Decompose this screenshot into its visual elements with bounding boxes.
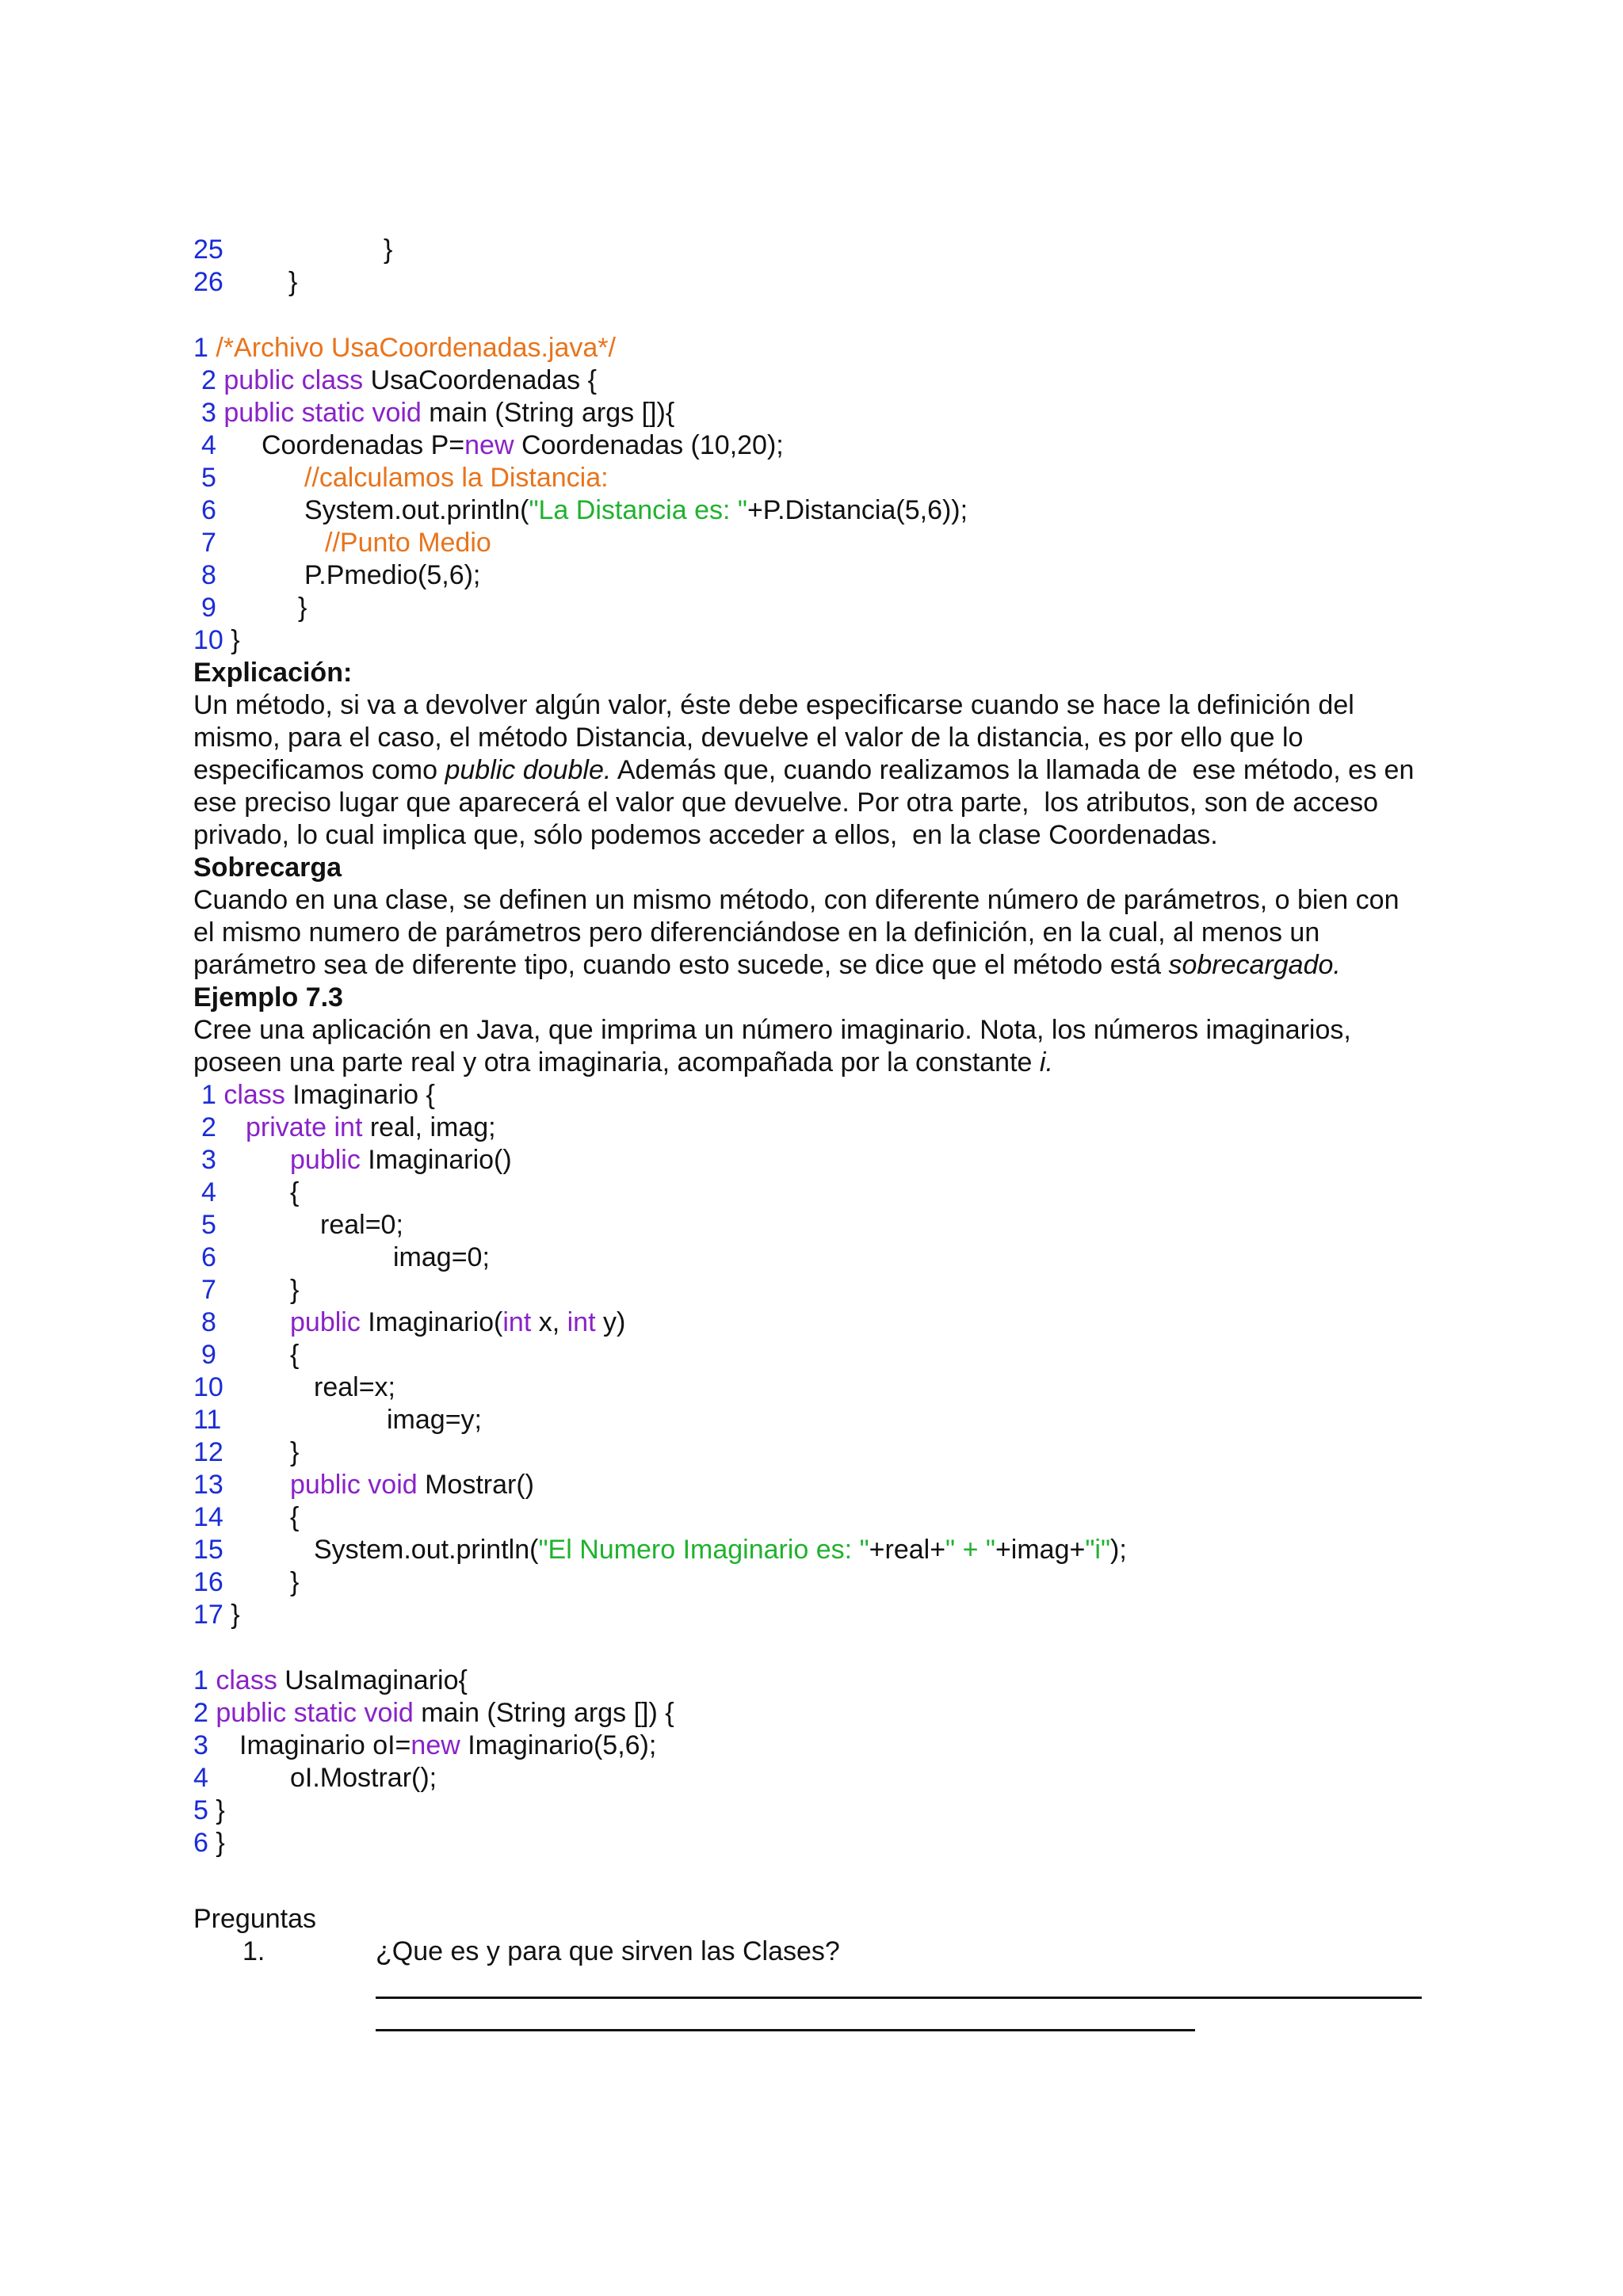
text: Además que, cuando realizamos la llamada de ese método, es en [611,755,1415,785]
code-statement [290,1306,625,1338]
code-statement [246,1112,496,1143]
line-number: 15 [193,1535,223,1565]
paragraph-line: Un método, si va a devolver algún valor, éste debe especificarse cuando se hace la definición del [193,690,1354,720]
code-keyword: public void [290,1470,418,1500]
code-text: real, imag; [362,1112,496,1142]
line-number: 1 [201,1080,216,1110]
line-number: 2 [201,1112,216,1142]
code-line [193,1730,208,1761]
code-line [193,1762,208,1794]
code-line [193,1794,225,1826]
line-number: 17 [193,1600,223,1630]
section-heading: Ejemplo 7.3 [193,982,343,1013]
line-number: 5 [201,1210,216,1240]
code-keyword: public class [223,365,364,395]
section-heading: Sobrecarga [193,852,342,883]
code-line [193,234,223,265]
line-number: 10 [193,625,223,655]
code-statement [304,494,968,526]
code-text: main (String args []) { [413,1698,674,1728]
code-line [193,1534,223,1566]
line-number: 10 [193,1372,223,1402]
code-line [193,1404,221,1436]
code-statement [290,1144,512,1176]
code-text: Imaginario() [360,1145,512,1175]
line-number: 2 [201,365,216,395]
code-text: { [290,1502,300,1532]
code-line [201,1112,216,1143]
code-keyword: private int [246,1112,363,1142]
line-number: 1 [193,333,208,363]
code-string: " + " [945,1535,995,1565]
code-text: +real+ [869,1535,946,1565]
paragraph-line: mismo, para el caso, el método Distancia, devuelve el valor de la distancia, es por ello que lo [193,723,1304,753]
code-text: Mostrar() [417,1470,534,1500]
paragraph-line: Cree una aplicación en Java, que imprima un número imaginario. Nota, los números imaginarios, [193,1015,1351,1045]
code-text: } [216,1795,225,1825]
paragraph-line [193,949,1341,981]
paragraph-line: el mismo numero de parámetros pero diferenciándose en la definición, en la cual, al menos un [193,917,1320,948]
paragraph-line [193,754,1414,786]
line-number: 7 [201,1275,216,1305]
code-text: { [290,1177,300,1207]
line-number: 14 [193,1502,223,1532]
code-text: Coordenadas P= [262,430,465,460]
code-text: Imaginario(5,6); [460,1730,657,1760]
text: parámetro sea de diferente tipo, cuando esto sucede, se dice que el método está [193,950,1169,980]
line-number: 4 [201,430,216,460]
code-text: } [288,267,298,297]
code-text: System.out.println( [304,495,529,525]
code-text: +imag+ [995,1535,1086,1565]
code-comment: //calculamos la Distancia: [304,463,609,493]
code-line [193,266,223,298]
code-text: } [216,1828,225,1858]
code-text: UsaImaginario{ [277,1665,468,1695]
code-text: } [231,625,240,655]
paragraph-line [193,1047,1053,1078]
line-number: 6 [201,495,216,525]
code-line [201,397,674,429]
paragraph-line: Cuando en una clase, se definen un mismo método, con diferente número de parámetros, o bien con [193,885,1400,915]
code-text: } [290,1275,300,1305]
code-keyword: public static void [223,398,422,428]
line-number: 6 [201,1242,216,1272]
code-keyword: public static void [216,1698,414,1728]
text: poseen una parte real y otra imaginaria, acompañada por la constante [193,1047,1040,1077]
code-statement [314,1534,1127,1566]
code-text: UsaCoordenadas { [363,365,597,395]
line-number: 11 [193,1405,222,1435]
code-comment: /*Archivo UsaCoordenadas.java*/ [216,333,616,363]
code-keyword: public [290,1145,361,1175]
code-text: } [298,593,307,623]
code-line [201,1209,216,1241]
code-text: imag=0; [393,1242,490,1272]
code-comment: //Punto Medio [325,528,491,558]
answer-line[interactable] [376,1997,1422,1999]
code-text: } [231,1600,240,1630]
code-line [193,624,240,656]
line-number: 1 [193,1665,208,1695]
line-number: 9 [201,1340,216,1370]
code-line [201,1274,216,1306]
code-line [193,1469,223,1501]
italic-text: sobrecargado. [1168,950,1341,980]
code-line [201,462,216,494]
question-text: ¿Que es y para que sirven las Clases? [376,1936,840,1966]
code-line [201,592,216,624]
code-line [201,1144,216,1176]
code-keyword: class [223,1080,285,1110]
code-text: { [290,1340,300,1370]
code-keyword: new [464,430,514,460]
code-text: x, [531,1307,567,1337]
code-line [201,1339,216,1371]
line-number: 4 [193,1763,208,1793]
section-heading: Explicación: [193,658,353,688]
code-line [201,1177,216,1208]
code-keyword: int [502,1307,532,1337]
line-number: 9 [201,593,216,623]
code-text: Imaginario( [360,1307,503,1337]
line-number: 5 [193,1795,208,1825]
line-number: 8 [201,560,216,590]
line-number: 3 [201,398,216,428]
code-text: Imaginario { [285,1080,435,1110]
code-line [193,1371,223,1403]
line-number: 26 [193,267,223,297]
code-line [201,1306,216,1338]
code-text: } [384,235,393,265]
line-number: 3 [201,1145,216,1175]
code-text: } [290,1437,300,1467]
line-number: 6 [193,1828,208,1858]
code-line [201,1241,216,1273]
code-line [201,429,216,461]
code-keyword: int [567,1307,596,1337]
code-line [193,1599,240,1630]
code-text: P.Pmedio(5,6); [304,560,481,590]
code-text: main (String args []){ [421,398,675,428]
code-text: System.out.println( [314,1535,539,1565]
line-number: 8 [201,1307,216,1337]
code-statement [262,429,784,461]
code-line [193,1436,223,1468]
code-text: oI.Mostrar(); [290,1763,437,1793]
text: especificamos como [193,755,445,785]
code-line [193,332,616,364]
section-heading: Preguntas [193,1904,316,1934]
code-string: "i" [1085,1535,1111,1565]
code-text: y) [595,1307,626,1337]
code-line [193,1697,674,1729]
line-number: 3 [193,1730,208,1760]
line-number: 7 [201,528,216,558]
code-keyword: public [290,1307,361,1337]
question-number: 1. [242,1936,265,1966]
line-number: 13 [193,1470,223,1500]
code-keyword: new [411,1730,460,1760]
code-keyword: class [216,1665,277,1695]
paragraph-line: privado, lo cual implica que, sólo podemos acceder a ellos, en la clase Coordenadas. [193,820,1218,850]
line-number: 16 [193,1567,223,1597]
code-text: ); [1110,1535,1127,1565]
line-number: 2 [193,1698,208,1728]
code-text: Imaginario oI= [239,1730,411,1760]
code-line [201,494,216,526]
code-statement [290,1469,534,1501]
code-string: "El Numero Imaginario es: " [538,1535,869,1565]
line-number: 5 [201,463,216,493]
line-number: 25 [193,235,223,265]
code-text: Coordenadas (10,20); [514,430,784,460]
code-text: real=x; [314,1372,395,1402]
code-text: imag=y; [387,1405,482,1435]
line-number: 4 [201,1177,216,1207]
code-line [201,527,216,559]
code-text: real=0; [320,1210,403,1240]
paragraph-line: ese preciso lugar que aparecerá el valor que devuelve. Por otra parte, los atributos, son de acceso [193,788,1378,818]
code-statement [239,1730,656,1761]
code-line [201,559,216,591]
italic-text: public double. [445,755,612,785]
answer-line[interactable] [376,2029,1195,2031]
code-line [193,1566,223,1598]
code-text: } [290,1567,300,1597]
code-line [201,1079,435,1111]
code-line [193,1827,225,1859]
italic-text: i. [1039,1047,1053,1077]
code-line [193,1501,223,1533]
code-string: "La Distancia es: " [529,495,747,525]
line-number: 12 [193,1437,223,1467]
code-line [201,364,597,396]
code-line [193,1665,468,1696]
code-text: +P.Distancia(5,6)); [747,495,968,525]
